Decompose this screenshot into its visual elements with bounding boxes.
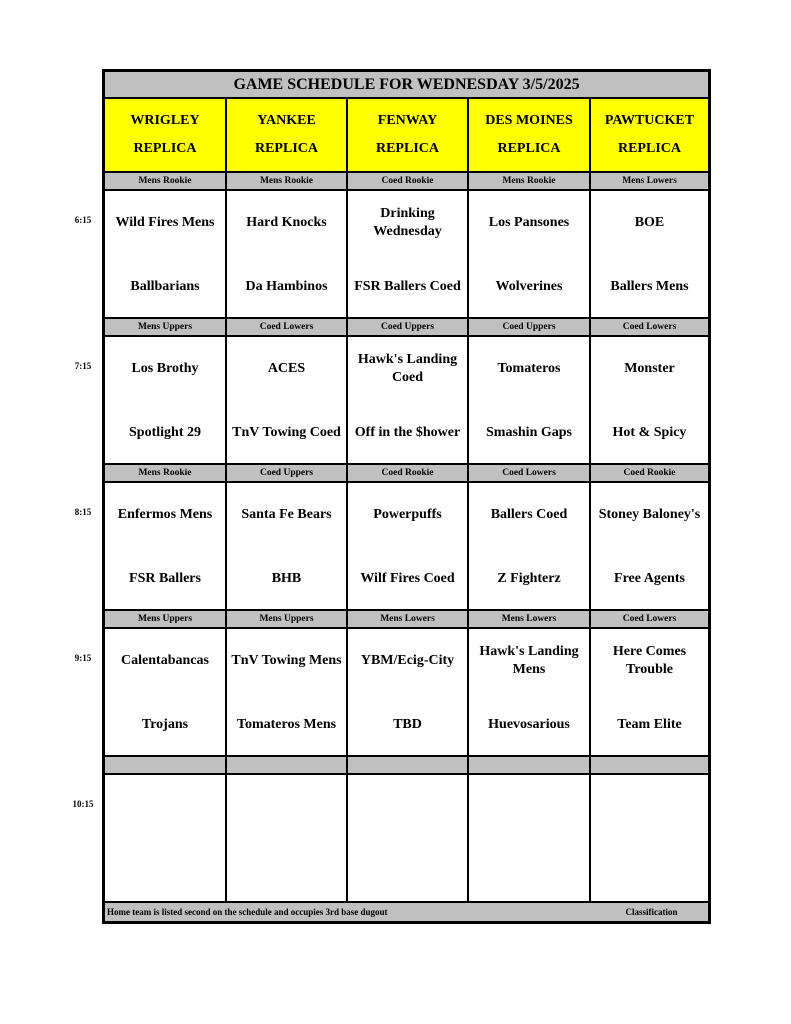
classification-cell: Mens Uppers — [105, 319, 225, 337]
home-team — [227, 839, 346, 903]
home-team: Wilf Fires Coed — [360, 571, 455, 586]
field-subtitle: REPLICA — [375, 141, 439, 156]
home-team: TnV Towing Coed — [232, 425, 341, 440]
away-team — [105, 775, 225, 839]
home-team — [348, 839, 467, 903]
time-label: 10:15 — [72, 799, 94, 809]
away-team: Powerpuffs — [373, 507, 442, 522]
home-team — [469, 839, 589, 903]
home-team: Hot & Spicy — [612, 425, 687, 440]
home-team: Ballbarians — [130, 279, 200, 294]
field-header — [105, 99, 225, 173]
away-team — [591, 775, 708, 839]
away-team: Enfermos Mens — [117, 507, 213, 522]
field-header — [227, 99, 346, 173]
home-team — [591, 839, 708, 903]
classification-cell: Coed Uppers — [469, 319, 589, 337]
time-label: 7:15 — [74, 361, 92, 371]
away-team: Los Brothy — [131, 361, 199, 376]
column-divider — [589, 99, 591, 901]
home-team: Ballers Mens — [610, 279, 689, 294]
classification-cell — [591, 757, 708, 775]
classification-cell: Mens Lowers — [348, 611, 467, 629]
away-team: Tomateros — [497, 361, 561, 376]
away-team: BOE — [634, 215, 665, 230]
classification-cell — [105, 757, 225, 775]
field-name: YANKEE — [257, 113, 316, 128]
home-team: Off in the $hower — [354, 425, 461, 440]
classification-cell: Mens Lowers — [469, 611, 589, 629]
away-team — [469, 775, 589, 839]
home-team: BHB — [271, 571, 302, 586]
schedule-footer — [105, 901, 708, 921]
away-team: ACES — [267, 361, 306, 376]
home-team: FSR Ballers Coed — [354, 279, 461, 294]
away-team: Stoney Baloney's — [598, 507, 701, 522]
classification-label: Classification — [625, 907, 678, 917]
away-team: Wild Fires Mens — [115, 215, 215, 230]
field-header — [348, 99, 467, 173]
home-team: Team Elite — [617, 717, 682, 732]
classification-cell — [469, 757, 589, 775]
home-team: Trojans — [141, 717, 189, 732]
home-team: Spotlight 29 — [129, 425, 201, 440]
schedule-sheet — [102, 69, 711, 924]
classification-cell — [227, 757, 346, 775]
classification-cell: Mens Rookie — [227, 173, 346, 191]
away-team: Santa Fe Bears — [241, 507, 332, 522]
away-team: YBM/Ecig-City — [360, 653, 455, 668]
home-team: Z Fighterz — [497, 571, 561, 586]
home-team: Tomateros Mens — [236, 717, 337, 732]
classification-cell: Mens Uppers — [105, 611, 225, 629]
classification-cell: Mens Uppers — [227, 611, 346, 629]
classification-cell: Coed Uppers — [348, 319, 467, 337]
home-team: Huevosarious — [488, 717, 570, 732]
classification-cell: Mens Lowers — [591, 173, 708, 191]
field-header — [591, 99, 708, 173]
home-team: Wolverines — [495, 279, 563, 294]
column-divider — [467, 99, 469, 901]
classification-cell: Mens Rookie — [105, 465, 225, 483]
time-label: 6:15 — [74, 215, 92, 225]
away-team: Drinking Wednesday — [373, 206, 442, 239]
classification-cell: Coed Lowers — [591, 611, 708, 629]
field-header — [469, 99, 589, 173]
away-team: Hawk's Landing Coed — [357, 352, 458, 385]
away-team: Here Comes Trouble — [612, 644, 687, 677]
home-team: FSR Ballers — [129, 571, 201, 586]
away-team: Los Pansones — [488, 215, 570, 230]
field-subtitle: REPLICA — [254, 141, 318, 156]
classification-cell: Coed Rookie — [348, 173, 467, 191]
home-team: Smashin Gaps — [486, 425, 572, 440]
time-label: 9:15 — [74, 653, 92, 663]
time-label: 8:15 — [74, 507, 92, 517]
classification-cell: Coed Rookie — [591, 465, 708, 483]
classification-cell — [348, 757, 467, 775]
classification-cell: Mens Rookie — [105, 173, 225, 191]
away-team — [227, 775, 346, 839]
field-subtitle: REPLICA — [133, 141, 197, 156]
home-team-note: Home team is listed second on the schedule and occupies 3rd base dugout — [107, 907, 388, 917]
away-team — [348, 775, 467, 839]
field-subtitle: REPLICA — [617, 141, 681, 156]
classification-cell: Coed Uppers — [227, 465, 346, 483]
classification-cell: Coed Lowers — [227, 319, 346, 337]
home-team: Da Hambinos — [245, 279, 328, 294]
away-team: Ballers Coed — [490, 507, 568, 522]
away-team: Calentabancas — [121, 653, 209, 668]
home-team: TBD — [393, 717, 422, 732]
schedule-title: GAME SCHEDULE FOR WEDNESDAY 3/5/2025 — [105, 72, 708, 99]
column-divider — [225, 99, 227, 901]
column-divider — [346, 99, 348, 901]
field-name: DES MOINES — [485, 113, 573, 128]
home-team: Free Agents — [614, 571, 685, 586]
home-team — [105, 839, 225, 903]
field-name: PAWTUCKET — [604, 113, 695, 128]
classification-cell: Mens Rookie — [469, 173, 589, 191]
classification-cell: Coed Rookie — [348, 465, 467, 483]
field-name: WRIGLEY — [130, 113, 200, 128]
away-team: Hard Knocks — [246, 215, 327, 230]
away-team: Hawk's Landing Mens — [479, 644, 579, 677]
away-team: TnV Towing Mens — [231, 653, 342, 668]
classification-cell: Coed Lowers — [469, 465, 589, 483]
field-subtitle: REPLICA — [497, 141, 561, 156]
classification-cell: Coed Lowers — [591, 319, 708, 337]
field-name: FENWAY — [377, 113, 438, 128]
away-team: Monster — [624, 361, 675, 376]
